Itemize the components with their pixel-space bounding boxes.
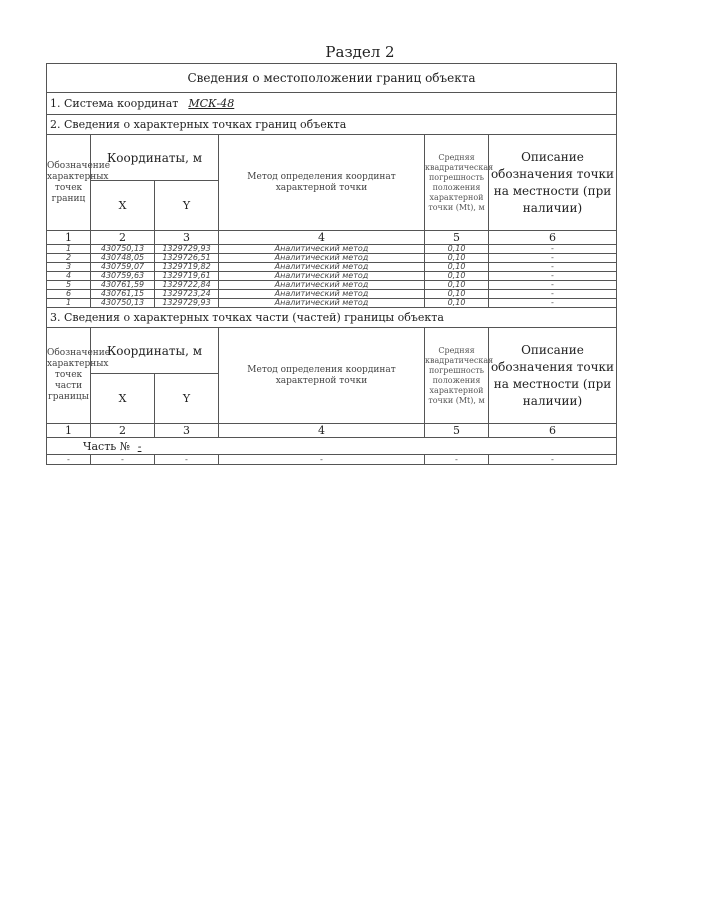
part-label: Часть № — [83, 439, 131, 453]
part-value: - — [137, 439, 142, 453]
point-id: 2 — [47, 254, 91, 263]
s3-col-coords: Координаты, м — [91, 328, 219, 374]
description: - — [489, 263, 617, 272]
s2-colnum: 3 — [155, 231, 219, 245]
method: Аналитический метод — [219, 290, 425, 299]
accuracy: 0,10 — [425, 245, 489, 254]
method: Аналитический метод — [219, 263, 425, 272]
s2-col-coords: Координаты, м — [91, 135, 219, 181]
coord-x: - — [91, 455, 155, 465]
coord-system-row — [47, 93, 617, 115]
coord-y: 1329726,51 — [155, 254, 219, 263]
s2-col-designation: Обозначение характерных точек границ — [47, 135, 91, 231]
method: Аналитический метод — [219, 299, 425, 308]
coord-y: 1329719,82 — [155, 263, 219, 272]
s3-colnum: 5 — [425, 424, 489, 438]
accuracy: 0,10 — [425, 299, 489, 308]
coord-y: 1329729,93 — [155, 299, 219, 308]
accuracy: 0,10 — [425, 290, 489, 299]
method: Аналитический метод — [219, 254, 425, 263]
s3-colnum: 4 — [219, 424, 425, 438]
s3-col-y: Y — [155, 374, 219, 424]
point-id: 1 — [47, 299, 91, 308]
coord-system-value: МСК-48 — [188, 97, 235, 110]
method: Аналитический метод — [219, 245, 425, 254]
description: - — [489, 455, 617, 465]
description: - — [489, 272, 617, 281]
page-title: Раздел 2 — [325, 43, 395, 61]
s3-colnum: 6 — [489, 424, 617, 438]
s3-col-designation: Обозначение характерных точек части границы — [47, 328, 91, 424]
coord-x: 430761,59 — [91, 281, 155, 290]
method: Аналитический метод — [219, 272, 425, 281]
s2-col-method: Метод определения координат характерной точки — [219, 135, 425, 231]
s3-col-description: Описание обозначения точки на местности (при наличии) — [489, 328, 617, 424]
s2-colnum: 6 — [489, 231, 617, 245]
s2-colnum: 1 — [47, 231, 91, 245]
s3-colnum: 2 — [91, 424, 155, 438]
accuracy: 0,10 — [425, 281, 489, 290]
s3-col-x: X — [91, 374, 155, 424]
section2-title: 2. Сведения о характерных точках границ объекта — [47, 115, 617, 135]
description: - — [489, 245, 617, 254]
accuracy: 0,10 — [425, 254, 489, 263]
coord-x: 430750,13 — [91, 299, 155, 308]
point-id: 3 — [47, 263, 91, 272]
s2-colnum: 4 — [219, 231, 425, 245]
s2-colnum: 5 — [425, 231, 489, 245]
method: Аналитический метод — [219, 281, 425, 290]
point-id: 4 — [47, 272, 91, 281]
accuracy: 0,10 — [425, 272, 489, 281]
description: - — [489, 290, 617, 299]
part-label-row — [47, 438, 617, 455]
coord-y: 1329729,93 — [155, 245, 219, 254]
coord-y: 1329723,24 — [155, 290, 219, 299]
method: - — [219, 455, 425, 465]
accuracy: 0,10 — [425, 263, 489, 272]
s2-colnum: 2 — [91, 231, 155, 245]
coord-x: 430759,63 — [91, 272, 155, 281]
s3-colnum: 1 — [47, 424, 91, 438]
table-row — [47, 455, 617, 465]
s2-col-accuracy: Средняя квадратическая погрешность положения характерной точки (Mt), м — [425, 135, 489, 231]
table-row — [47, 299, 617, 308]
s3-col-method: Метод определения координат характерной точки — [219, 328, 425, 424]
accuracy: - — [425, 455, 489, 465]
point-id: 6 — [47, 290, 91, 299]
point-id: 5 — [47, 281, 91, 290]
coord-x: 430748,05 — [91, 254, 155, 263]
coord-x: 430761,15 — [91, 290, 155, 299]
s2-col-x: X — [91, 181, 155, 231]
description: - — [489, 299, 617, 308]
s3-colnum: 3 — [155, 424, 219, 438]
point-id: - — [47, 455, 91, 465]
s2-col-y: Y — [155, 181, 219, 231]
coord-y: - — [155, 455, 219, 465]
boundaries-table — [46, 63, 617, 465]
s3-col-accuracy: Средняя квадратическая погрешность положения характерной точки (Mt), м — [425, 328, 489, 424]
description: - — [489, 281, 617, 290]
coord-y: 1329719,61 — [155, 272, 219, 281]
coord-system-label: 1. Система координат — [50, 97, 179, 110]
s2-col-description: Описание обозначения точки на местности (при наличии) — [489, 135, 617, 231]
point-id: 1 — [47, 245, 91, 254]
coord-x: 430750,13 — [91, 245, 155, 254]
coord-x: 430759,07 — [91, 263, 155, 272]
table-title: Сведения о местоположении границ объекта — [47, 64, 617, 93]
coord-y: 1329722,84 — [155, 281, 219, 290]
description: - — [489, 254, 617, 263]
section3-title: 3. Сведения о характерных точках части (частей) границы объекта — [47, 308, 617, 328]
